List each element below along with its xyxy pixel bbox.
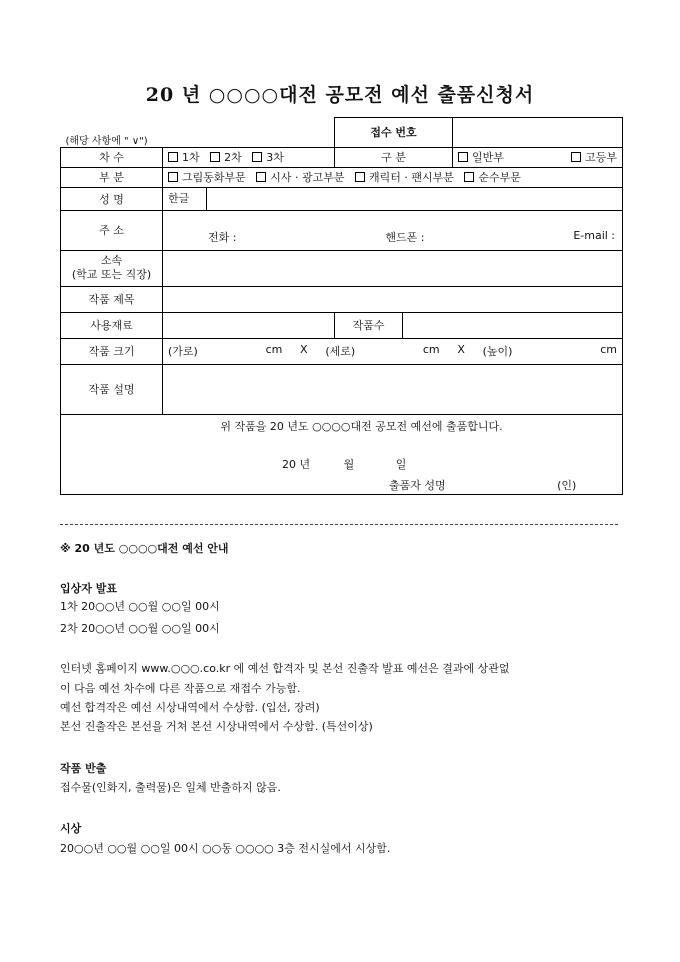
address-label: 주 소 [61, 210, 163, 250]
material-label: 사용재료 [61, 312, 163, 338]
application-form-table [60, 117, 623, 495]
affiliation-label: 소속 (학교 또는 직장) [61, 250, 163, 286]
depth-label: (높이) [482, 345, 513, 358]
declaration-cell [61, 414, 623, 494]
declaration-text: 위 작품을 20 년도 ○○○○대전 공모전 예선에 출품합니다. [220, 419, 503, 433]
mobile-label: 핸드폰 : [385, 231, 425, 244]
name-row [163, 187, 623, 210]
return-text: 접수물(인화지, 출력물)은 일체 반출하지 않음. [60, 781, 281, 794]
checkbox-icon[interactable] [355, 172, 365, 182]
category-options [163, 167, 623, 187]
name-label: 성 명 [61, 187, 163, 210]
work-title-label: 작품 제목 [61, 286, 163, 312]
checkbox-icon[interactable] [256, 172, 266, 182]
division-label: 구 분 [335, 147, 453, 167]
declaration-date [66, 456, 617, 472]
category-option-character[interactable]: 캐릭터 · 팬시부분 [355, 169, 454, 185]
multiply-sign: X [300, 343, 308, 356]
address-field[interactable] [163, 210, 623, 250]
checkbox-icon[interactable] [168, 172, 178, 182]
category-option-pure-art[interactable]: 순수부문 [464, 169, 521, 185]
division-option-general[interactable]: 일반부 [458, 149, 504, 165]
date-year: 20 년 [282, 457, 311, 471]
checkbox-icon[interactable] [168, 152, 178, 162]
award-text: 20○○년 ○○월 ○○일 00시 ○○동 ○○○○ 3층 전시실에서 시상함. [60, 842, 391, 855]
note-cell [61, 118, 335, 148]
round-option-1[interactable]: 1차 [168, 149, 200, 165]
checkbox-icon[interactable] [252, 152, 262, 162]
unit-cm: cm [265, 343, 283, 356]
description-label: 작품 설명 [61, 364, 163, 414]
division-option-highschool[interactable]: 고등부 [571, 149, 617, 165]
guide-heading: ※ 20 년도 ○○○○대전 예선 안내 [60, 542, 229, 555]
announce-heading: 입상자 발표 [60, 582, 117, 595]
announce-line-2: 2차 20○○년 ○○월 ○○일 00시 [60, 622, 220, 635]
size-label: 작품 크기 [61, 338, 163, 364]
form-title: 20 년 ○○○○대전 공모전 예선 출품신청서 [145, 84, 535, 106]
award-heading: 시상 [60, 822, 82, 835]
checkbox-icon[interactable] [210, 152, 220, 162]
category-label: 부 분 [61, 167, 163, 187]
checkbox-icon[interactable] [458, 152, 468, 162]
round-label: 차 수 [61, 147, 163, 167]
work-count-field[interactable] [403, 312, 623, 338]
unit-cm: cm [600, 343, 617, 356]
category-option-advertising[interactable]: 시사 · 광고부분 [256, 169, 344, 185]
material-field[interactable] [163, 312, 335, 338]
round-options [163, 147, 335, 167]
date-month: 월 [343, 457, 355, 471]
announce-line-1: 1차 20○○년 ○○월 ○○일 00시 [60, 600, 220, 613]
description-field[interactable] [163, 364, 623, 414]
width-label: (가로) [168, 345, 198, 358]
round-option-3[interactable]: 3차 [252, 149, 284, 165]
multiply-sign: X [457, 343, 465, 356]
category-option-picturebook[interactable]: 그림동화부문 [168, 169, 246, 185]
date-day: 일 [395, 457, 407, 471]
receipt-number-field[interactable] [453, 118, 623, 148]
height-label: (세로) [325, 345, 356, 358]
work-count-label: 작품수 [335, 312, 403, 338]
check-note: (해당 사항에 " ∨") [65, 135, 148, 147]
affiliation-field[interactable] [163, 250, 623, 286]
checkbox-icon[interactable] [464, 172, 474, 182]
receipt-number-label: 접수 번호 [335, 118, 453, 148]
checkbox-icon[interactable] [571, 152, 581, 162]
unit-cm: cm [422, 343, 440, 356]
phone-label: 전화 : [208, 231, 237, 244]
seal-mark: (인) [557, 478, 577, 492]
cut-line-divider [60, 524, 618, 525]
round-option-2[interactable]: 2차 [210, 149, 242, 165]
guide-paragraph-line-2: 이 다음 예선 차수에 다른 작품으로 재접수 가능함. [60, 682, 301, 695]
signer-label: 출품자 성명 [389, 478, 446, 492]
hangul-label: 한글 [163, 188, 207, 210]
declaration-signature [66, 477, 617, 493]
return-heading: 작품 반출 [60, 762, 107, 775]
guide-paragraph-line-4: 본선 진출작은 본선을 거쳐 본선 시상내역에서 수상함. (특선이상) [60, 720, 373, 733]
guide-paragraph-line-1: 인터넷 홈페이지 www.○○○.co.kr 에 예선 합격자 및 본선 진출작 발표 예선은 결과에 상관없 [60, 662, 510, 675]
email-label: E-mail : [573, 229, 616, 242]
size-field[interactable] [163, 338, 623, 364]
guide-paragraph-line-3: 예선 합격작은 예선 시상내역에서 수상함. (입선, 장려) [60, 701, 320, 714]
division-options [453, 147, 623, 167]
work-title-field[interactable] [163, 286, 623, 312]
